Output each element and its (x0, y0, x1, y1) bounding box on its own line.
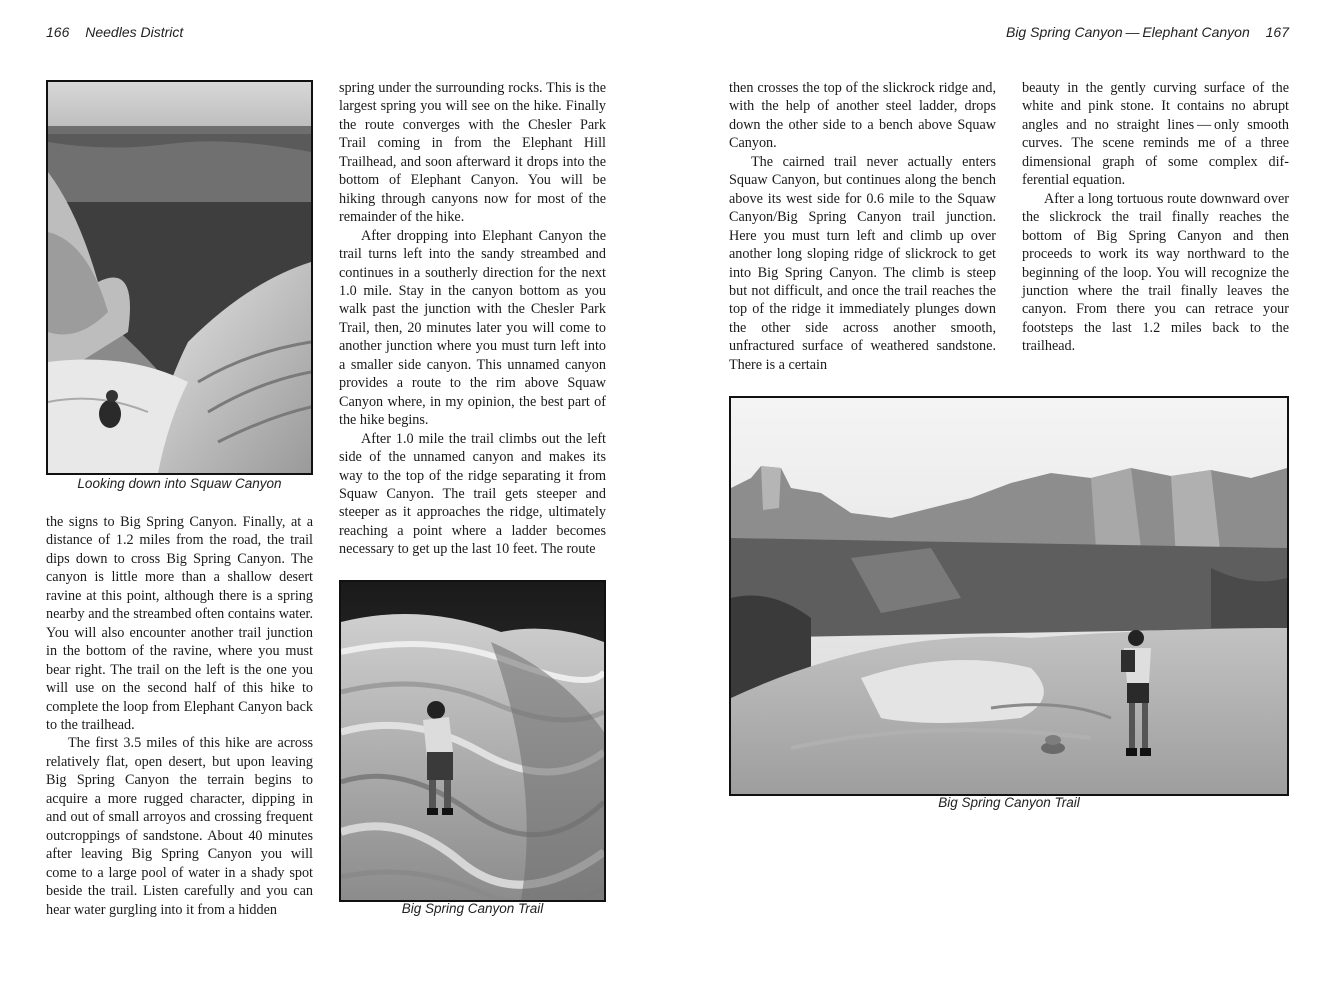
paragraph: After 1.0 mile the trail climbs out the left side of the unnamed canyon and makes its way to the top of the ridge separating it from Squaw Canyon. The trail gets steeper and steeper as it approaches the ridge, ultimately reaching a point where a ladder becomes necessary to get up the last 10 feet. The route (339, 430, 606, 558)
text-column-3 (729, 79, 996, 374)
right-running-title: Big Spring Canyon — Elephant Canyon (1005, 24, 1250, 40)
photo-big-spring-canyon-trail-landscape (729, 396, 1289, 796)
photo-squaw-canyon (46, 80, 313, 475)
left-running-title: Needles District (85, 24, 184, 40)
paragraph: then crosses the top of the slickrock ridge and, with the help of another steel ladder, drops down the other side to a bench above Squaw Canyon. (729, 80, 996, 152)
paragraph: beauty in the gently curving surface of the white and pink stone. It contains no abrupt angles and no straight lines — only smooth curves. The scene reminds me of a three dimensional graph of some complex differential equation. (1022, 80, 1289, 189)
photo-big-spring-canyon-trail-hiker (339, 580, 606, 902)
right-page-number: 167 (1265, 24, 1289, 40)
paragraph: the signs to Big Spring Canyon. Finally, at a distance of 1.2 miles from the road, the trail dips down to cross Big Spring Canyon. The canyon is little more than a shallow desert ravine at this point, although there is a spring nearby and the streambed often contains water. You will also encounter another trail junction in the bottom of the ravine, where you must bear right. The trail on the left is the one you will use on the second half of this hike to complete the loop from Elephant Canyon back to the trailhead. (46, 514, 313, 733)
text-column-2 (339, 79, 606, 559)
paragraph: The cairned trail never actually enters Squaw Canyon, but continues along the bench above its west side for 0.6 mile to the Squaw Canyon/Big Spring Canyon trail junction. Here you must turn left and climb up over another long sloping ridge of slickrock to get into Big Spring Canyon. The climb is steep but not difficult, and once the trail reaches the top of the ridge it immediately plunges down the other side across another smooth, unfractured surface of weathered sandstone. There is a certain (729, 153, 996, 373)
figure-caption: Big Spring Canyon Trail (938, 795, 1080, 810)
left-page-number: 166 (46, 24, 70, 40)
text-column-4 (1022, 79, 1289, 356)
left-page-header (46, 24, 183, 40)
figure-caption: Big Spring Canyon Trail (401, 901, 544, 916)
paragraph: The first 3.5 miles of this hike are across relatively flat, open desert, but upon leaving Big Spring Canyon the terrain begins to acquire a more rugged character, dipping in and out of small arroyos and crossing frequent outcroppings of sandstone. About 40 minutes after leaving Big Spring Canyon you will come to a large pool of water in a shady spot beside the trail. Listen carefully and you can hear water gurgling into it from a hidden (46, 735, 313, 918)
paragraph: After dropping into Elephant Canyon the trail turns left into the sandy streambed and continues in a southerly direction for the next 1.0 mile. Stay in the canyon bottom as you walk past the junction with the Chesler Park Trail, then, 20 minutes later you will come to another junction where you must turn left into a smaller side canyon. This unnamed canyon provides a route to the rim above Squaw Canyon where, in my opinion, the best part of the hike begins. (339, 227, 606, 429)
text-column-1 (46, 513, 313, 919)
figure-caption: Looking down into Squaw Canyon (77, 476, 282, 491)
paragraph: After a long tortuous route downward over the slickrock the trail finally reaches the bottom of Big Spring Canyon and then proceeds to work its way northward to the beginning of the loop. You will recognize the junction where the trail finally leaves the canyon. From there you can retrace your footsteps the last 1.2 miles back to the trailhead. (1022, 190, 1289, 355)
paragraph: spring under the surrounding rocks. This is the largest spring you will see on the hike. Finally the route converges with the Chesler Park Trail coming in from the Elephant Hill Trailhead, and soon afterward it drops into the bottom of Elephant Canyon. You will be hiking through canyons now for most of the remainder of the hike. (339, 80, 606, 226)
right-page-header (1006, 24, 1289, 40)
